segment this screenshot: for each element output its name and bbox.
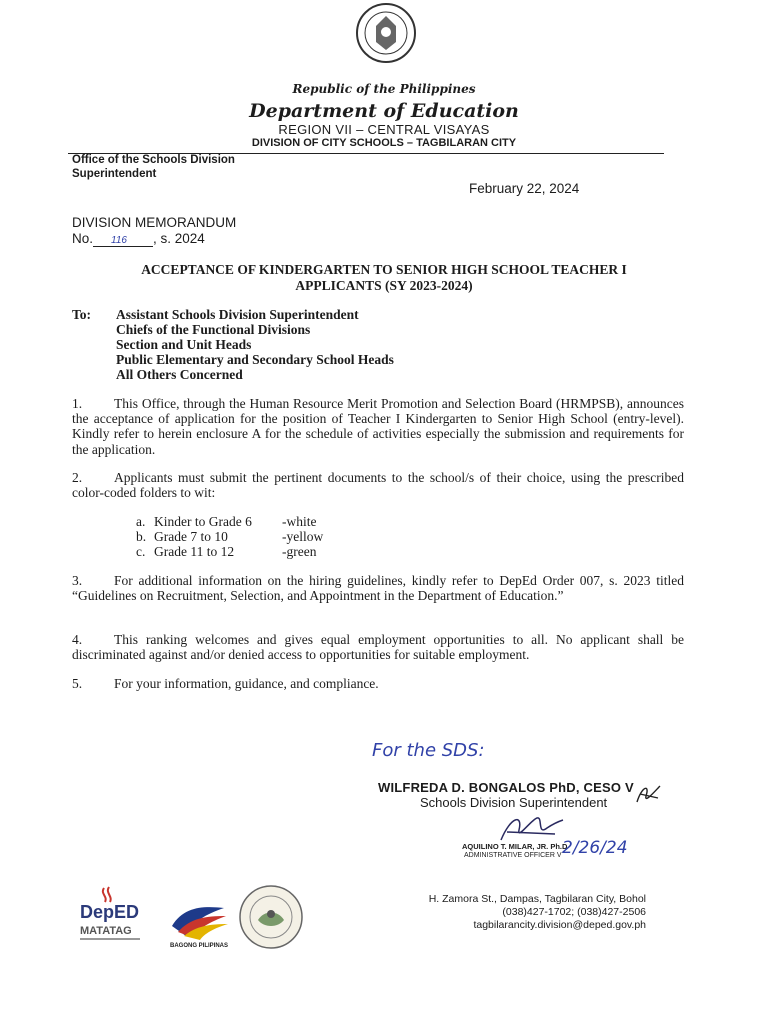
paragraph-3: 3. For additional information on the hiring guidelines, kindly refer to DepEd Order 007, s. 2023 titled “Guidelines on Recruitment, Selection, and Appointment in the Department of Education.” [72,573,684,604]
recipient: Public Elementary and Secondary School Heads [116,352,394,367]
memo-title: ACCEPTANCE OF KINDERGARTEN TO SENIOR HIGH SCHOOL TEACHER I APPLICANTS (SY 2023-2024) [141,262,627,293]
signatory-name: WILFREDA D. BONGALOS PhD, CESO V [378,780,634,795]
svg-text:DepED: DepED [80,902,140,922]
handwritten-date: 2/26/24 [562,838,628,858]
address: H. Zamora St., Dampas, Tagbilaran City, Bohol [428,893,646,905]
initial-signature-icon [634,782,664,808]
signatory-title: Schools Division Superintendent [420,795,608,810]
memo-number: No. 116 , s. 2024 [72,231,205,246]
officer-title: ADMINISTRATIVE OFFICER V [464,852,562,859]
deped-seal-icon [355,2,417,64]
officer-name: AQUILINO T. MILAR, JR. Ph.D [462,842,568,851]
recipient: Assistant Schools Division Superintendent [116,307,359,322]
memo-number-value: 116 [93,235,153,247]
paragraph-1: 1. This Office, through the Human Resource Merit Promotion and Selection Board (HRMPSB), announces the acceptance of application for the position of Teacher I Kindergarten to Senior High School (entry-level). Kindly refer to herein enclosure A for the schedule of activities especially the submission and requirements for the application. [72,396,684,457]
folder-item: c. Grade 11 to 12 -green [136,544,317,559]
footer-contact [380,893,646,932]
to-label: To: [72,307,92,322]
department-name: Department of Education [249,100,519,122]
memo-type: DIVISION MEMORANDUM [72,215,237,230]
folder-list [136,514,323,559]
email: tagbilarancity.division@deped.gov.ph [473,919,646,931]
phone: (038)427-1702; (038)427-2506 [502,906,646,918]
recipient-list [116,307,394,382]
recipient: All Others Concerned [116,367,243,382]
for-sds-handwritten: For the SDS: [372,740,485,761]
deped-matatag-logo-icon [78,886,148,944]
svg-text:BAGONG PILIPINAS: BAGONG PILIPINAS [170,943,229,948]
svg-text:MATATAG: MATATAG [80,925,132,937]
recipient: Chiefs of the Functional Divisions [116,322,311,337]
bagong-pilipinas-logo-icon [166,896,232,948]
paragraph-4: 4. This ranking welcomes and gives equal employment opportunities to all. No applicant shall be discriminated against and/or denied access to opportunities for suitable employment. [72,632,684,663]
republic-line: Republic of the Philippines [292,82,476,96]
paragraph-2: 2. Applicants must submit the pertinent documents to the school/s of their choice, using the prescribed color-coded folders to wit: [72,470,684,501]
paragraph-5: 5. For your information, guidance, and compliance. [72,676,379,691]
office-label: Office of the Schools Division Superintendent [72,154,235,180]
memo-date: February 22, 2024 [469,181,580,196]
recipient: Section and Unit Heads [116,337,252,352]
division-seal-icon [238,884,304,950]
folder-item: b. Grade 7 to 10 -yellow [136,529,324,544]
folder-item: a. Kinder to Grade 6 -white [136,514,317,529]
division-line: DIVISION OF CITY SCHOOLS – TAGBILARAN CITY [251,137,517,149]
region-line: REGION VII – CENTRAL VISAYAS [278,122,490,137]
